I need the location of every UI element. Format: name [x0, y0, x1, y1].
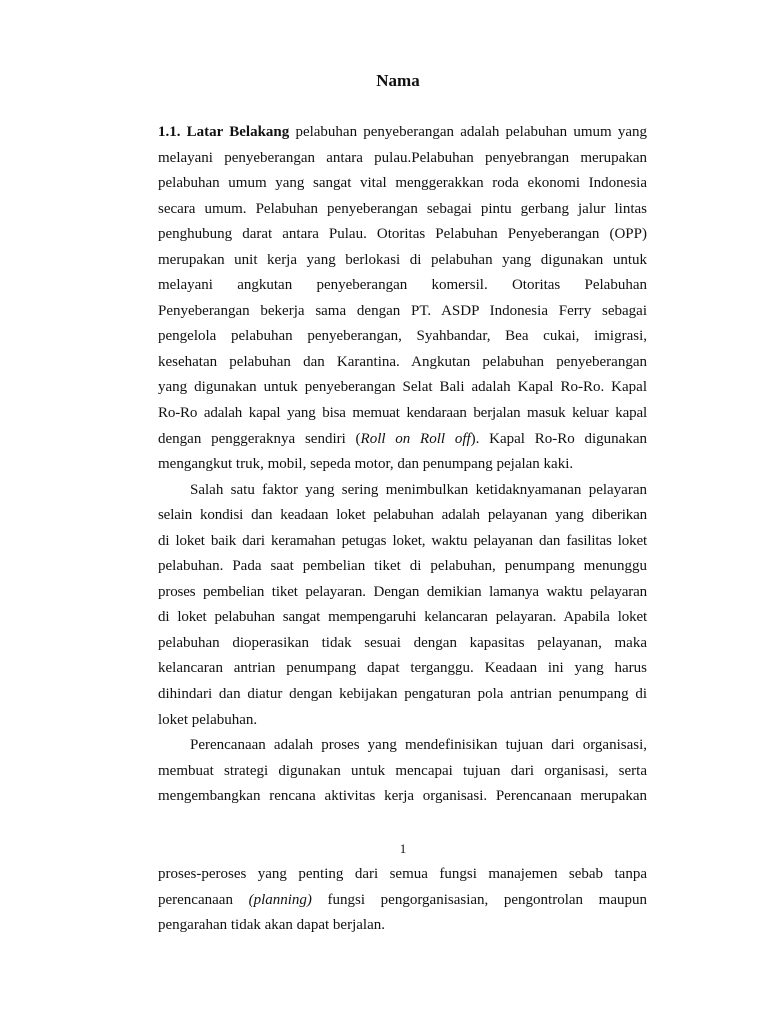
paragraph-text: dengan penggeraknya sendiri ( — [158, 430, 361, 447]
paragraph-1-line-9: pengelola pelabuhan penyeberangan, Syahbandar, Bea cukai, imigrasi, — [158, 328, 647, 345]
paragraph-2-line-5: proses pembelian tiket pelayaran. Dengan demikian lamanya waktu pelayaran — [158, 583, 647, 600]
document-title: Nama — [376, 71, 420, 90]
paragraph-2-line-9: dihindari dan diatur dengan kebijakan pengaturan pola antrian penumpang di — [158, 686, 647, 703]
paragraph-2-line-8: kelancaran antrian penumpang dapat terganggu. Keadaan ini yang harus — [158, 660, 647, 677]
paragraph-1-line-5: penghubung darat antara Pulau. Otoritas Pelabuhan Penyeberangan (OPP) — [158, 226, 647, 243]
section-heading: 1.1. Latar Belakang — [158, 124, 290, 140]
page-body-lower — [158, 862, 647, 939]
paragraph-3-line-3: mengembangkan rencana aktivitas kerja organisasi. Perencanaan merupakan — [158, 788, 647, 805]
paragraph-2-line-7: pelabuhan dioperasikan tidak sesuai dengan kapasitas pelayanan, maka — [158, 634, 647, 651]
paragraph-text: ). Kapal Ro-Ro digunakan — [470, 430, 647, 447]
italic-term: (planning) — [248, 891, 312, 908]
paragraph-1-line-1 — [158, 120, 647, 146]
paragraph-2-line-2: selain kondisi dan keadaan loket pelabuhan adalah pelayanan yang diberikan — [158, 507, 647, 524]
italic-term: Roll on Roll off — [360, 430, 471, 447]
paragraph-1-line-4: secara umum. Pelabuhan penyeberangan sebagai pintu gerbang jalur lintas — [158, 200, 647, 217]
paragraph-text: pelabuhan penyeberangan adalah pelabuhan umum yang — [295, 124, 648, 140]
paragraph-4-line-1: proses-peroses yang penting dari semua fungsi manajemen sebab tanpa — [158, 866, 647, 882]
paragraph-text: fungsi pengorganisasian, pengontrolan maupun — [311, 891, 647, 908]
paragraph-2-line-1: Salah satu faktor yang sering menimbulkan ketidaknyamanan pelayaran — [190, 481, 647, 498]
page-body-upper — [158, 120, 647, 810]
paragraph-1-line-14: mengangkut truk, mobil, sepeda motor, dan penumpang pejalan kaki. — [158, 456, 574, 473]
paragraph-1-line-2: melayani penyeberangan antara pulau.Pelabuhan penyebrangan merupakan — [158, 149, 647, 166]
page-number: 1 — [399, 841, 407, 856]
paragraph-2-line-3: di loket baik dari keramahan petugas loket, waktu pelayanan dan fasilitas loket — [158, 532, 647, 549]
paragraph-2-line-4: pelabuhan. Pada saat pembelian tiket di pelabuhan, penumpang menunggu — [158, 558, 647, 575]
paragraph-1-line-10: kesehatan pelabuhan dan Karantina. Angkutan pelabuhan penyeberangan — [158, 353, 647, 370]
paragraph-2-line-10: loket pelabuhan. — [158, 711, 258, 728]
paragraph-1-line-3: pelabuhan umum yang sangat vital menggerakkan roda ekonomi Indonesia — [158, 175, 647, 192]
paragraph-3-line-1: Perencanaan adalah proses yang mendefinisikan tujuan dari organisasi, — [190, 737, 647, 754]
paragraph-1-line-12: Ro-Ro adalah kapal yang bisa memuat kendaraan berjalan masuk keluar kapal — [158, 405, 647, 422]
paragraph-1-line-13 — [158, 427, 647, 453]
paragraph-2-line-6: di loket pelabuhan sangat mempengaruhi kelancaran pelayaran. Apabila loket — [158, 609, 647, 626]
paragraph-1-line-11: yang digunakan untuk penyeberangan Selat Bali adalah Kapal Ro-Ro. Kapal — [158, 379, 647, 396]
paragraph-4-line-2 — [158, 888, 647, 914]
paragraph-1-line-8: Penyeberangan bekerja sama dengan PT. ASDP Indonesia Ferry sebagai — [158, 302, 647, 319]
paragraph-4-line-3: pengarahan tidak akan dapat berjalan. — [158, 917, 385, 934]
paragraph-text: perencanaan — [158, 891, 249, 908]
paragraph-1-line-6: merupakan unit kerja yang berlokasi di pelabuhan yang digunakan untuk — [158, 251, 647, 268]
paragraph-1-line-7: melayani angkutan penyeberangan komersil. Otoritas Pelabuhan — [158, 277, 647, 294]
paragraph-3-line-2: membuat strategi digunakan untuk mencapai tujuan dari organisasi, serta — [158, 762, 647, 779]
